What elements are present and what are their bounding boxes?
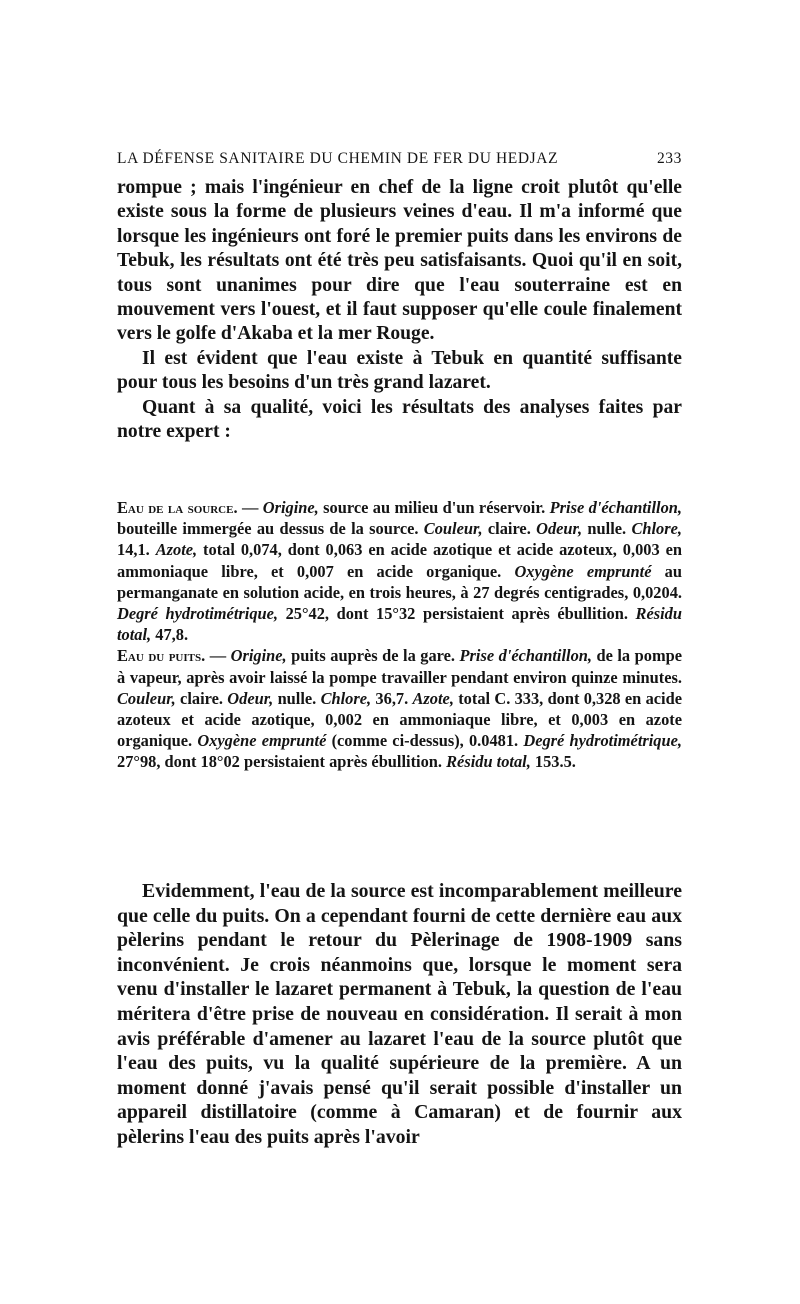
paragraph-water-quantity: Il est évident que l'eau existe à Tebuk en quantité suffisante pour tous les besoins d'un très grand lazaret. bbox=[117, 347, 682, 394]
field-label: Chlore, bbox=[320, 688, 372, 708]
analysis-heading: Eau du puits. bbox=[117, 646, 206, 666]
paragraph-quality-intro: Quant à sa qualité, voici les résultats des analyses faites par notre expert : bbox=[117, 396, 682, 443]
paragraph-conclusion: Evidemment, l'eau de la source est incomparablement meilleure que celle du puits. On a cependant fourni de cette dernière eau aux pèlerins pendant le retour du Pèlerinage de 1908-1909 sans inconvénient. Je crois néanmoins que, lorsque le moment sera venu d'installer le lazaret permanent à Tebuk, la question de l'eau méritera d'être prise de nouveau en considération. Il serait à mon avis préférable d'amener au lazaret l'eau de la source plutôt que l'eau des puits, vu la qualité supérieure de la première. A un moment donné j'avais pensé qu'il serait possible d'installer un appareil distillatoire (comme à Camaran) et de fournir aux pèlerins l'eau des puits après l'avoir bbox=[117, 880, 682, 1148]
field-label: Degré hydrotimétrique, bbox=[523, 731, 682, 751]
analysis-puits: Eau du puits. — Origine, puits auprès de la gare. Prise d'échantillon, de la pompe à vapeur, après avoir laissé la pompe travailler pendant environ quinze minutes. Couleur, claire. Odeur, nulle. Chlore, 36,7. Azote, total C. 333, dont 0,328 en acide azoteux et acide azotique, 0,002 en ammoniaque libre, et 0,003 en azote organique. Oxygène emprunté (comme ci-dessus), 0.0481. Degré hydrotimétrique, 27°98, dont 18°02 persistaient après ébullition. Résidu total, 153.5. bbox=[117, 646, 682, 772]
running-title: LA DÉFENSE SANITAIRE DU CHEMIN DE FER DU HEDJAZ bbox=[117, 150, 559, 167]
field-label: Odeur, bbox=[536, 519, 583, 539]
field-label: Origine, bbox=[262, 498, 319, 517]
field-label: Prise d'échantillon, bbox=[549, 498, 682, 517]
main-text-bottom bbox=[117, 879, 682, 1150]
running-header bbox=[117, 150, 682, 168]
paragraph-continuation: rompue ; mais l'ingénieur en chef de la ligne croit plutôt qu'elle existe sous la forme de plusieurs veines d'eau. Il m'a informé que lorsque les ingénieurs ont foré le premier puits dans les environs de Tebuk, les résultats ont été très peu satisfaisants. Quoi qu'il en soit, tous sont unanimes pour dire que l'eau souterraine est en mouvement vers l'ouest, et il faut supposer qu'elle coule finalement vers le golfe d'Akaba et la mer Rouge. bbox=[117, 177, 682, 345]
analysis-source: Eau de la source. — Origine, source au milieu d'un réservoir. Prise d'échantillon, bouteille immergée au dessus de la source. Couleur, claire. Odeur, nulle. Chlore, 14,1. Azote, total 0,074, dont 0,063 en acide azotique et acide azoteux, 0,003 en ammoniaque libre, et 0,007 en acide organique. Oxygène emprunté au permanganate en solution acide, en trois heures, à 27 degrés centigrades, 0,0204. Degré hydrotimétrique, 25°42, dont 15°32 persistaient après ébullition. Résidu total, 47,8. bbox=[117, 498, 682, 645]
analysis-results bbox=[117, 497, 682, 773]
main-text-top bbox=[117, 176, 682, 444]
field-label: Odeur, bbox=[227, 688, 274, 708]
field-label: Oxygène emprunté bbox=[514, 561, 652, 581]
analysis-heading: Eau de la source. bbox=[117, 498, 238, 517]
field-label: Azote, bbox=[412, 688, 454, 708]
field-label: Couleur, bbox=[117, 688, 176, 708]
field-label: Chlore, bbox=[631, 519, 682, 539]
field-label: Origine, bbox=[230, 646, 287, 666]
field-label: Résidu total, bbox=[446, 752, 531, 772]
page-number: 233 bbox=[656, 150, 682, 167]
field-label: Résidu total, bbox=[117, 604, 682, 645]
field-label: Couleur, bbox=[423, 519, 483, 539]
field-label: Oxygène emprunté bbox=[197, 731, 327, 751]
field-label: Prise d'échantillon, bbox=[459, 646, 592, 666]
field-label: Degré hydrotimétrique, bbox=[117, 604, 278, 624]
field-label: Azote, bbox=[155, 540, 198, 560]
